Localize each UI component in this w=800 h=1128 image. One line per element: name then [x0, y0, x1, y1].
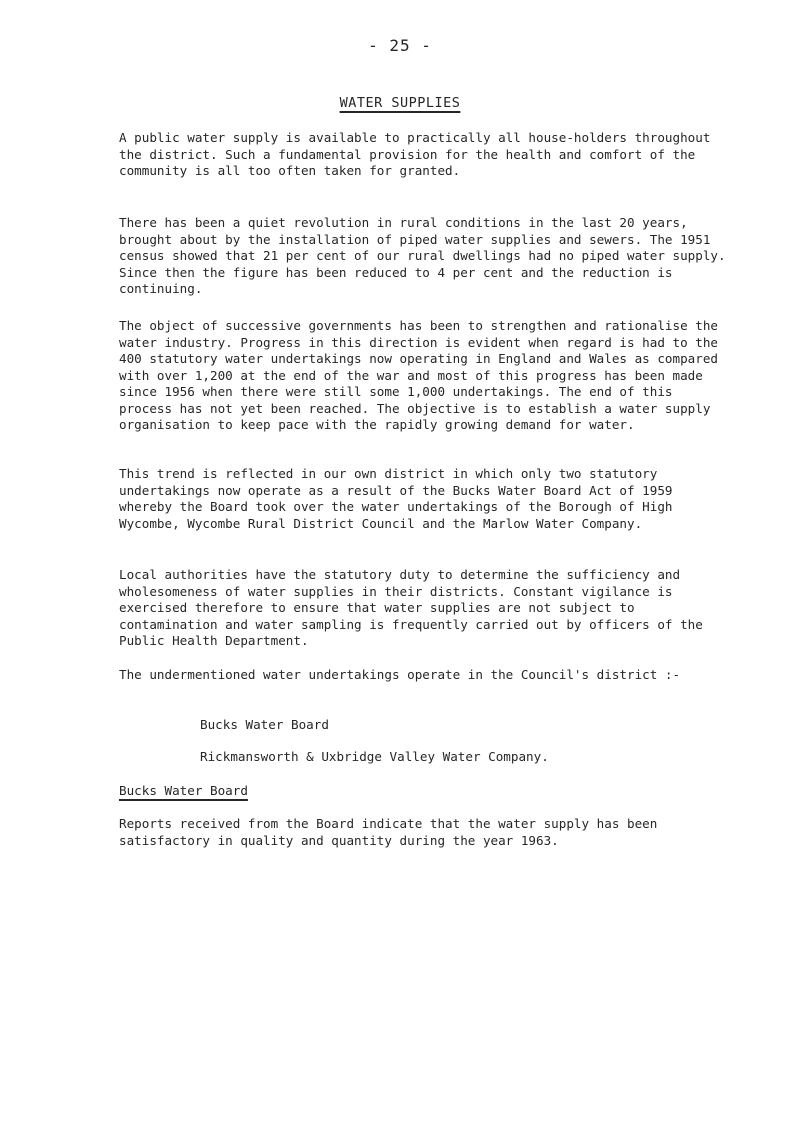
- undertaking-item: Rickmansworth & Uxbridge Valley Water Company.: [200, 749, 549, 764]
- paragraph-bucks-water-board: Reports received from the Board indicate that the water supply has been satisfactory in quality and quantity during the year 1963.: [119, 816, 658, 848]
- section-heading-text: Bucks Water Board: [119, 783, 248, 798]
- page-title: [0, 95, 800, 111]
- paragraph-intro: A public water supply is available to practically all house-holders throughout the district. Such a fundamental provision for the health and comfort of the community is all too often taken for granted.: [119, 130, 711, 178]
- paragraph-rural-revolution: There has been a quiet revolution in rural conditions in the last 20 years, brought about by the installation of piped water supplies and sewers. The 1951 census showed that 21 per cent of our rural dwellings had no piped water supply. Since then the figure has been reduced to 4 per cent and the reduction is continuing.: [119, 215, 726, 296]
- page-number: - 25 -: [368, 36, 432, 55]
- paragraph-local-authorities: Local authorities have the statutory duty to determine the sufficiency and wholesomeness of water supplies in their districts. Constant vigilance is exercised therefore to ensure that water supplies are not subject to contamination and water sampling is frequently carried out by officers of the Public Health Department.: [119, 567, 703, 648]
- paragraph-water-industry: The object of successive governments has been to strengthen and rationalise the water industry. Progress in this direction is evident when regard is had to the 400 statutory water undertakings now operating in England and Wales as compared with over 1,200 at the end of the war and most of this progress has been made since 1956 when there were still some 1,000 undertakings. The end of this process has not yet been reached. The objective is to establish a water supply organisation to keep pace with the rapidly growing demand for water.: [119, 318, 718, 432]
- section-heading: [119, 783, 248, 800]
- undertaking-item: Bucks Water Board: [200, 717, 329, 732]
- paragraph-district-trend: This trend is reflected in our own district in which only two statutory undertakings now operate as a result of the Bucks Water Board Act of 1959 whereby the Board took over the water undertakings of the Borough of High Wycombe, Wycombe Rural District Council and the Marlow Water Company.: [119, 466, 673, 531]
- page-title-text: WATER SUPPLIES: [339, 95, 461, 111]
- paragraph-undertakings-intro: The undermentioned water undertakings operate in the Council's district :-: [119, 667, 681, 682]
